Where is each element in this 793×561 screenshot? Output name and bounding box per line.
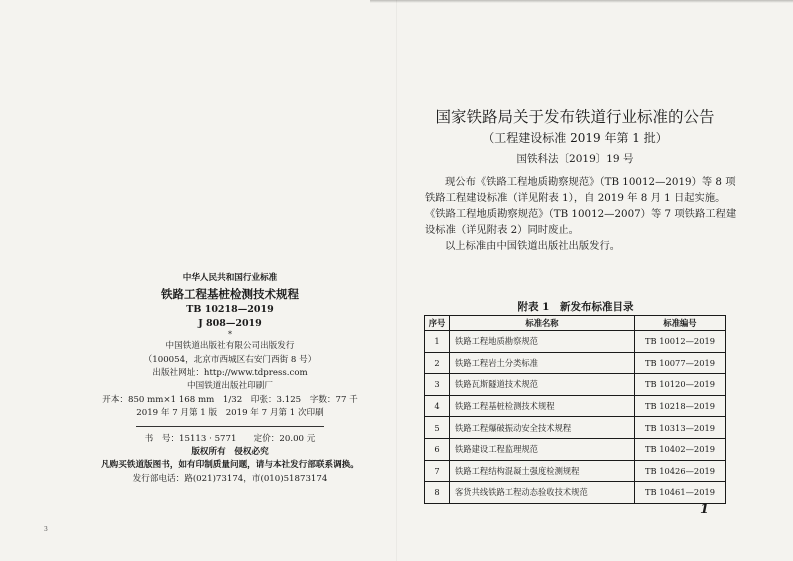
announcement-subtitle: （工程建设标准 2019 年第 1 批） [482,131,668,145]
left-page-mark: 3 [44,526,48,533]
body-line-1: 现公布《铁路工程地质勘察规范》（TB 10012—2019）等 8 项 [445,176,736,188]
row-name: 铁路工程基桩检测技术规程 [450,395,635,417]
copyright-notice: 版权所有 侵权必究 [191,447,269,458]
row-no: 8 [425,482,450,504]
table-row [425,395,726,417]
row-code: TB 10218—2019 [635,395,726,417]
table-header-row [425,316,726,331]
row-name: 铁路工程地质勘察规范 [450,331,635,353]
publisher-address: （100054，北京市西城区右安门西街 8 号） [143,354,317,365]
standard-code-j: J 808—2019 [198,317,262,329]
row-code: TB 10120—2019 [635,374,726,396]
divider-line [136,426,324,427]
row-code: TB 10461—2019 [635,482,726,504]
table-row [425,417,726,439]
header-no: 序号 [425,316,450,331]
row-no: 3 [425,374,450,396]
body-line-2: 铁路工程建设标准（详见附表 1），自 2019 年 8 月 1 日起实施。 [425,192,726,204]
publisher: 中国铁道出版社有限公司出版发行 [165,341,295,352]
page-gutter [396,0,397,561]
header-name: 标准名称 [450,316,635,331]
table-row [425,482,726,504]
row-name: 铁路工程爆破振动安全技术规程 [450,417,635,439]
scan-shadow [370,0,793,3]
row-name: 客货共线铁路工程动态验收技术规范 [450,482,635,504]
standard-series: 中华人民共和国行业标准 [182,273,278,283]
printer: 中国铁道出版社印刷厂 [187,381,273,392]
row-no: 6 [425,438,450,460]
row-code: TB 10402—2019 [635,438,726,460]
table-row [425,374,726,396]
row-no: 1 [425,331,450,353]
row-no: 7 [425,460,450,482]
table-row [425,331,726,353]
edition-info: 2019 年 7 月第 1 版 2019 年 7 月第 1 次印刷 [136,408,324,419]
table-title: 附表 1 新发布标准目录 [517,301,634,313]
row-code: TB 10077—2019 [635,352,726,374]
row-name: 铁路工程结构混凝土强度检测规程 [450,460,635,482]
header-code: 标准编号 [635,316,726,331]
format-spec: 开本：850 mm×1 168 mm 1/32 印张：3.125 字数：77 千 [102,394,358,405]
row-name: 铁路工程岩土分类标准 [450,352,635,374]
row-no: 5 [425,417,450,439]
row-no: 4 [425,395,450,417]
announcement-body [425,174,737,254]
body-line-3: 《铁路工程地质勘察规范》（TB 10012—2007）等 7 项铁路工程建 [425,208,737,220]
isbn-price: 书 号：15113 · 5771 定价：20.00 元 [144,433,316,444]
publisher-website: 出版社网址：http://www.tdpress.com [152,368,308,379]
announcement-title: 国家铁路局关于发布铁道行业标准的公告 [435,108,715,126]
table-row [425,460,726,482]
row-name: 铁路瓦斯隧道技术规范 [450,374,635,396]
sales-phone: 发行部电话：路(021)73174，市(010)51873174 [132,473,328,484]
row-code: TB 10313—2019 [635,417,726,439]
row-code: TB 10426—2019 [635,460,726,482]
table-row [425,352,726,374]
page-number: 1 [700,502,710,517]
body-line-5: 以上标准由中国铁道出版社出版发行。 [445,240,621,252]
star-separator: * [228,330,232,340]
row-code: TB 10012—2019 [635,331,726,353]
row-name: 铁路建设工程监理规范 [450,438,635,460]
body-line-4: 设标准（详见附表 2）同时废止。 [425,224,579,236]
copyright-page [90,272,370,486]
standards-table [424,315,726,504]
standard-code-tb: TB 10218—2019 [186,304,274,316]
quality-notice: 凡购买铁道版图书，如有印制质量问题，请与本社发行部联系调换。 [101,460,359,471]
book-title: 铁路工程基桩检测技术规程 [161,287,299,302]
document-number: 国铁科法〔2019〕19 号 [516,153,634,165]
row-no: 2 [425,352,450,374]
table-row [425,438,726,460]
